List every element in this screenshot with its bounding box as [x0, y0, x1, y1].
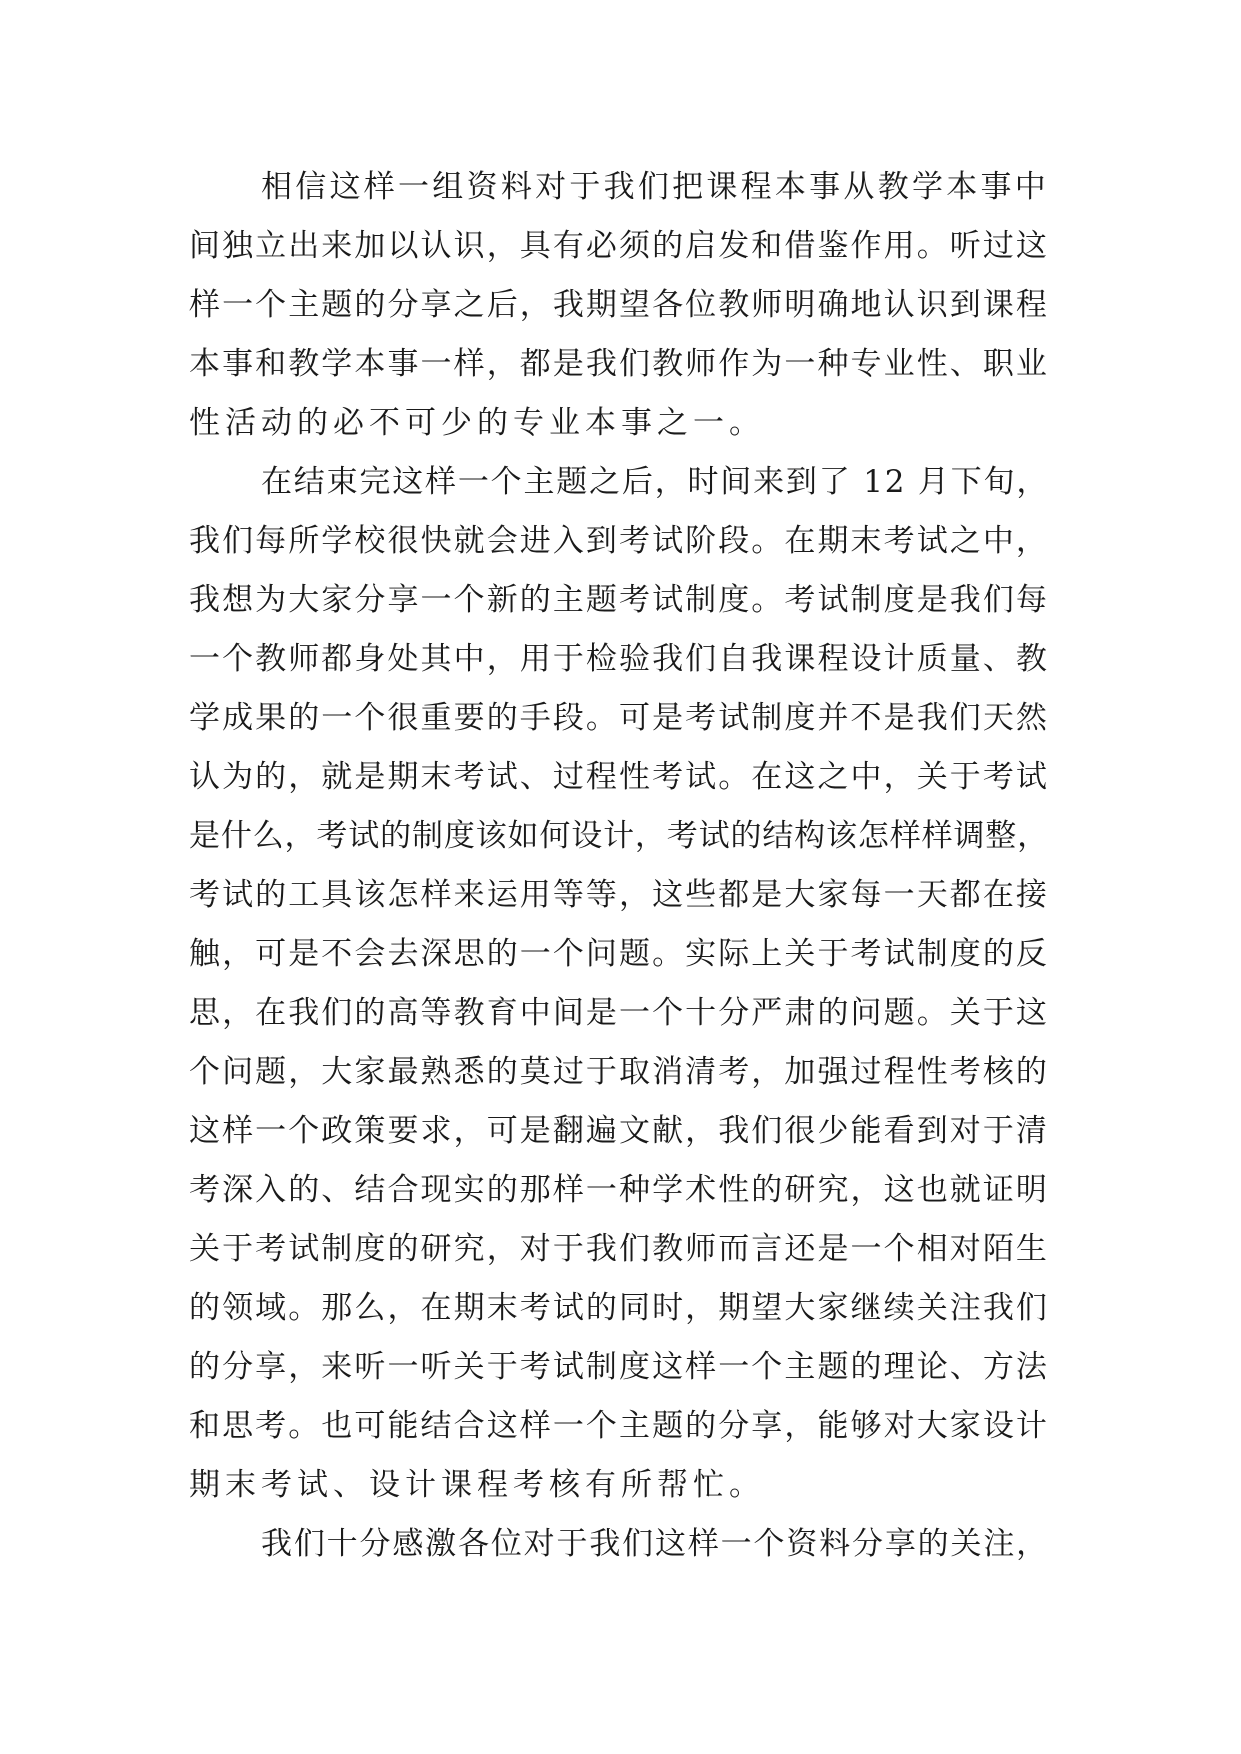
text-line: 关于考试制度的研究，对于我们教师而言还是一个相对陌生	[189, 1231, 1049, 1267]
text-line: 本事和教学本事一样，都是我们教师作为一种专业性、职业	[189, 346, 1049, 382]
text-line: 样一个主题的分享之后，我期望各位教师明确地认识到课程	[189, 287, 1049, 323]
text-line: 间独立出来加以认识，具有必须的启发和借鉴作用。听过这	[189, 228, 1049, 264]
text-line: 在结束完这样一个主题之后，时间来到了 12 月下旬，	[261, 464, 1050, 500]
paragraph-3	[189, 1515, 1049, 1574]
paragraph-2	[189, 453, 1049, 1515]
text-line: 个问题，大家最熟悉的莫过于取消清考，加强过程性考核的	[189, 1054, 1049, 1090]
text-line: 是什么，考试的制度该如何设计，考试的结构该怎样样调整，	[189, 818, 1049, 854]
text-line: 考试的工具该怎样来运用等等，这些都是大家每一天都在接	[189, 877, 1049, 913]
text-line: 期末考试、设计课程考核有所帮忙。	[189, 1467, 765, 1503]
body-text	[189, 158, 1049, 1574]
text-line: 的分享，来听一听关于考试制度这样一个主题的理论、方法	[189, 1349, 1049, 1385]
text-line: 相信这样一组资料对于我们把课程本事从教学本事中	[261, 169, 1049, 205]
text-line: 我们每所学校很快就会进入到考试阶段。在期末考试之中，	[189, 523, 1049, 559]
text-line: 我想为大家分享一个新的主题考试制度。考试制度是我们每	[189, 582, 1049, 618]
text-line: 考深入的、结合现实的那样一种学术性的研究，这也就证明	[189, 1172, 1049, 1208]
text-line: 思，在我们的高等教育中间是一个十分严肃的问题。关于这	[189, 995, 1049, 1031]
text-line: 学成果的一个很重要的手段。可是考试制度并不是我们天然	[189, 700, 1049, 736]
text-line: 认为的，就是期末考试、过程性考试。在这之中，关于考试	[189, 759, 1049, 795]
text-line: 一个教师都身处其中，用于检验我们自我课程设计质量、教	[189, 641, 1049, 677]
text-line: 性活动的必不可少的专业本事之一。	[189, 405, 765, 441]
text-line: 和思考。也可能结合这样一个主题的分享，能够对大家设计	[189, 1408, 1049, 1444]
text-line: 我们十分感激各位对于我们这样一个资料分享的关注，	[261, 1526, 1049, 1562]
text-line: 这样一个政策要求，可是翻遍文献，我们很少能看到对于清	[189, 1113, 1049, 1149]
paragraph-1	[189, 158, 1049, 453]
text-line: 触，可是不会去深思的一个问题。实际上关于考试制度的反	[189, 936, 1049, 972]
text-line: 的领域。那么，在期末考试的同时，期望大家继续关注我们	[189, 1290, 1049, 1326]
